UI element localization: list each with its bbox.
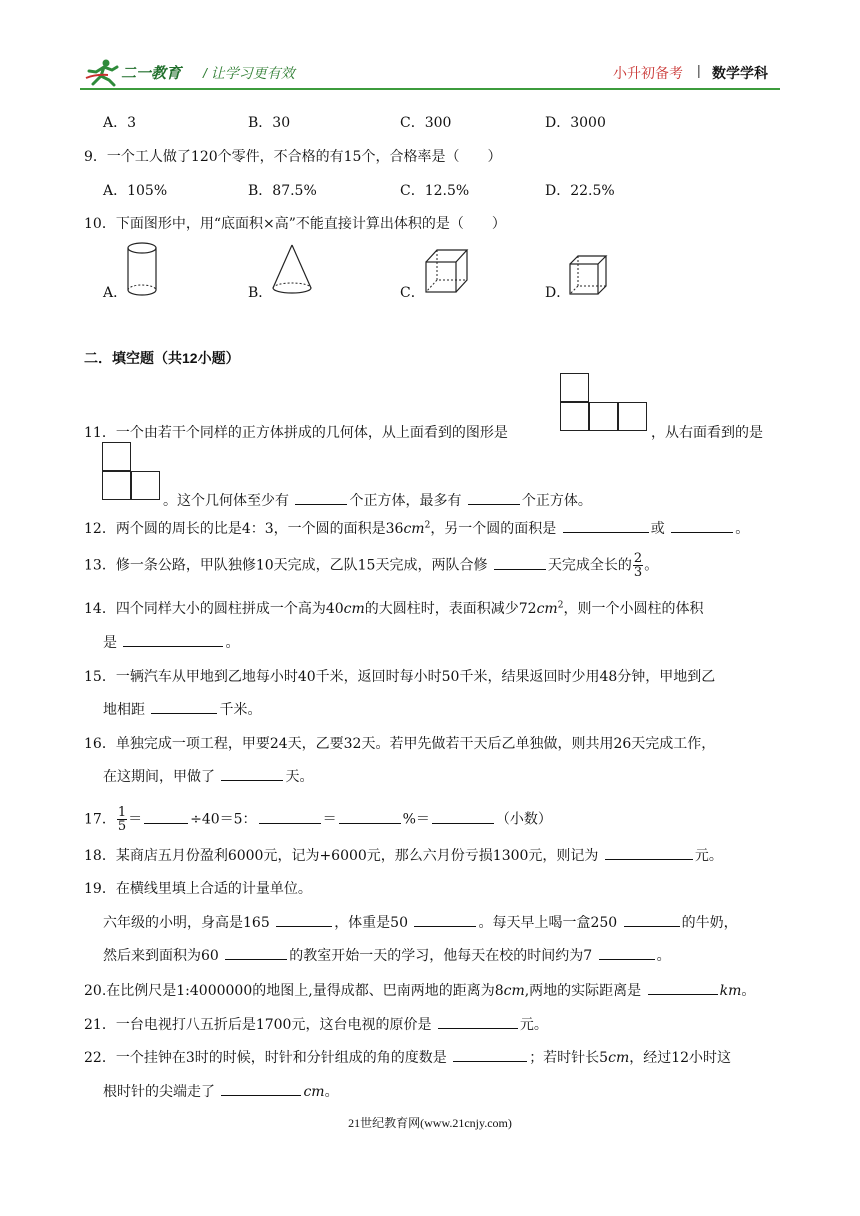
q19-text-2: ，体重是50 [334, 915, 409, 931]
exponent: 2 [424, 520, 431, 531]
q21-text-1: 21．一台电视打八五折后是1700元，这台电视的原价是 [84, 1017, 432, 1033]
q19-text-3: 。每天早上喝一盒250 [478, 915, 618, 931]
q15-text-1: 地相距 [103, 702, 145, 718]
option-b: B． [248, 285, 273, 301]
q11-text-1: 11．一个由若干个同样的正方体拼成的几何体，从上面看到的图形是 [84, 425, 508, 441]
q19-text-7: 。 [656, 948, 671, 964]
q17-number: 17． [84, 811, 116, 828]
runner-logo-icon [84, 58, 120, 86]
answer-blank[interactable] [144, 809, 188, 824]
q21-text-2: 元。 [519, 1017, 548, 1033]
q18-text-1: 18．某商店五月份盈利6000元，记为+6000元，那么六月份亏损1300元，则记为 [84, 848, 599, 864]
q11-text-5: 个正方体。 [521, 493, 592, 509]
question-16-line-2 [103, 766, 313, 786]
option-d: D．3000 [545, 115, 606, 131]
question-text: 9．一个工人做了120个零件，不合格的有15个，合格率是（ ） [84, 149, 502, 165]
q11-line-2 [163, 490, 592, 510]
header-separator: | [697, 62, 701, 78]
option-c: C．12.5% [400, 183, 470, 199]
q13-text-3: 。 [644, 557, 659, 574]
question-17 [84, 806, 552, 833]
q20-text-2: ,两地的实际距离是 [524, 983, 642, 999]
unit-cm: cm [608, 1050, 630, 1066]
q11-text-2: ，从右面看到的是 [651, 425, 763, 441]
fraction [633, 552, 643, 579]
equals: ＝ [322, 811, 337, 828]
q20-text-3: 。 [741, 983, 756, 999]
answer-blank[interactable] [563, 518, 649, 533]
answer-blank[interactable] [468, 490, 520, 505]
answer-blank[interactable] [414, 912, 476, 927]
exponent: 2 [557, 600, 564, 611]
answer-blank[interactable] [671, 518, 733, 533]
option-d: D． [545, 285, 571, 301]
option-a: A．105% [103, 183, 168, 199]
q14-text-3: ，则一个小圆柱的体积 [563, 601, 704, 617]
q13-text-1: 13．修一条公路，甲队独修10天完成，乙队15天完成，两队合修 [84, 557, 488, 574]
option-d: D．22.5% [545, 183, 615, 199]
brand-logo-text: 二一教育 [121, 65, 182, 82]
header-subject: 数学学科 [712, 65, 768, 81]
header-tag: 小升初备考 [613, 65, 683, 81]
q22-text-1: 22．一个挂钟在3时的时候，时针和分针组成的角的度数是 [84, 1050, 447, 1066]
unit-cm: cm [403, 521, 425, 537]
numerator: 1 [117, 805, 127, 820]
unit-cm: cm [536, 601, 558, 617]
answer-blank[interactable] [339, 809, 401, 824]
option-c: C．300 [400, 115, 452, 131]
q16-text-2: 天。 [285, 769, 314, 785]
q12-text-4: 。 [735, 521, 750, 537]
answer-blank[interactable] [599, 945, 655, 960]
footer-text: 21世纪教育网(www.21cnjy.com) [348, 1116, 512, 1130]
option-a: A．3 [103, 115, 137, 131]
section-title: 二．填空题（共12小题） [84, 350, 240, 366]
q19-text-6: 的教室开始一天的学习，他每天在校的时间约为7 [289, 948, 593, 964]
q16-text-1: 在这期间，甲做了 [103, 769, 215, 785]
question-16-line-1: 16．单独完成一项工程，甲要24天，乙要32天。若甲先做若干天后乙单独做，则共用26天完成工作， [84, 736, 716, 752]
q22-text-5: 。 [324, 1084, 339, 1100]
unit-cm: cm [303, 1084, 325, 1100]
q14-text-4: 是 [103, 635, 117, 651]
answer-blank[interactable] [624, 912, 680, 927]
fraction [117, 806, 127, 833]
q14-text-5: 。 [225, 635, 240, 651]
answer-blank[interactable] [494, 555, 546, 570]
question-text: 10．下面图形中，用“底面积×高”不能直接计算出体积的是（ ） [84, 216, 506, 232]
question-19-line-2 [103, 945, 671, 965]
cube-icon [567, 253, 609, 297]
answer-blank[interactable] [151, 699, 217, 714]
header-slogan: / 让学习更有效 [203, 65, 295, 81]
answer-blank[interactable] [225, 945, 287, 960]
q15-text-2: 千米。 [219, 702, 262, 718]
q19-text-5: 然后来到面积为60 [103, 948, 219, 964]
equals: ＝ [128, 811, 143, 828]
unit-km: km [719, 983, 742, 999]
q19-text-4: 的牛奶， [681, 915, 738, 931]
q11-text-4: 个正方体，最多有 [349, 493, 462, 509]
question-13 [84, 552, 658, 579]
q12-text-3: 或 [650, 521, 665, 537]
denominator: 3 [633, 565, 643, 580]
denominator: 5 [117, 819, 127, 834]
q18-text-2: 元。 [694, 848, 723, 864]
answer-blank[interactable] [453, 1047, 527, 1062]
question-15-line-2 [103, 699, 261, 719]
answer-blank[interactable] [605, 845, 693, 860]
question-22-line-2 [103, 1081, 339, 1101]
q19-text-1: 六年级的小明，身高是165 [103, 915, 270, 931]
unit-cm: cm [503, 983, 525, 999]
numerator: 2 [633, 551, 643, 566]
cylinder-icon [125, 241, 159, 299]
answer-blank[interactable] [295, 490, 347, 505]
answer-blank[interactable] [438, 1014, 518, 1029]
q13-text-2: 天完成全长的 [547, 557, 632, 574]
question-21 [84, 1014, 548, 1034]
q17-note: （小数） [495, 811, 552, 828]
option-c: C． [400, 285, 425, 301]
answer-blank[interactable] [432, 809, 494, 824]
answer-blank[interactable] [221, 1081, 301, 1096]
answer-blank[interactable] [123, 632, 223, 647]
unit-cm: cm [343, 601, 365, 617]
q22-text-4: 根时针的尖端走了 [103, 1084, 215, 1100]
q22-text-3: ，经过12小时这 [629, 1050, 732, 1066]
question-15-line-1: 15．一辆汽车从甲地到乙地每小时40千米，返回时每小时50千米，结果返回时少用48分钟，甲地到乙 [84, 669, 716, 685]
question-14-line-2 [103, 632, 239, 652]
header-rule [80, 88, 780, 90]
answer-blank[interactable] [221, 766, 283, 781]
option-b: B．87.5% [248, 183, 317, 199]
cuboid-icon [422, 246, 470, 296]
q17-text-1: ÷40＝5： [190, 811, 257, 828]
option-b: B．30 [248, 115, 291, 131]
q12-text-2: ，另一个圆的面积是 [430, 521, 557, 537]
q17-text-2: %＝ [402, 811, 430, 828]
q12-text-1: 12．两个圆的周长的比是4：3，一个圆的面积是36 [84, 521, 404, 537]
q14-text-1: 14．四个同样大小的圆柱拼成一个高为40 [84, 601, 344, 617]
question-14-line-1 [84, 598, 703, 618]
answer-blank[interactable] [276, 912, 332, 927]
question-20 [84, 980, 755, 1000]
answer-blank[interactable] [259, 809, 321, 824]
cone-icon [270, 243, 314, 297]
question-22-line-1 [84, 1047, 731, 1067]
q20-text-1: 20.在比例尺是1:4000000的地图上,量得成都、巴南两地的距离为8 [84, 983, 504, 999]
question-19-title: 19．在横线里填上合适的计量单位。 [84, 881, 312, 897]
option-a: A． [103, 285, 128, 301]
q14-text-2: 的大圆柱时，表面积减少72 [364, 601, 537, 617]
q11-text-3: 。这个几何体至少有 [163, 493, 289, 509]
answer-blank[interactable] [648, 980, 718, 995]
question-12 [84, 518, 749, 538]
q22-text-2: ；若时针长5 [529, 1050, 609, 1066]
question-19-line-1 [103, 912, 738, 932]
question-18 [84, 845, 723, 865]
